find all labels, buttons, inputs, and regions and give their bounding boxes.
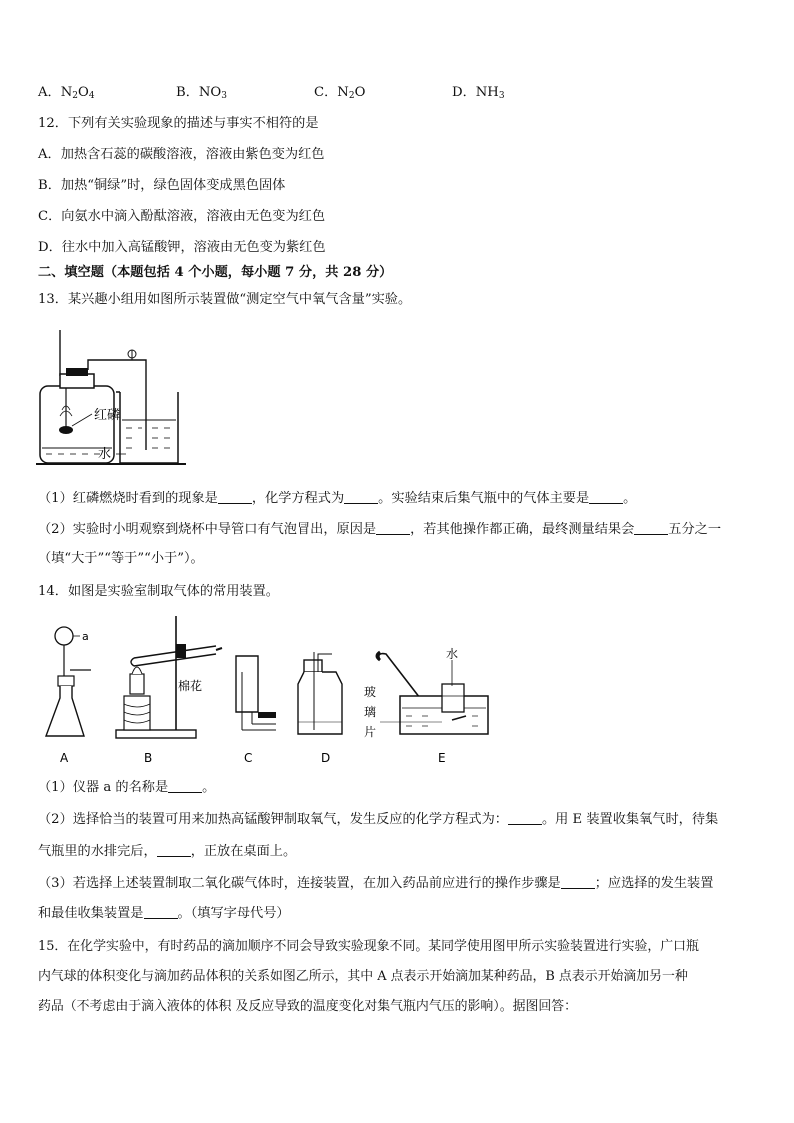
q13-apparatus-figure	[36, 330, 196, 470]
answer-blank[interactable]	[344, 490, 378, 504]
q13-stem: 13．某兴趣小组用如图所示装置做“测定空气中氧气含量”实验。	[38, 292, 412, 307]
q11-option-c: C．$N_2O$	[314, 85, 366, 101]
apparatus-a	[46, 627, 91, 765]
label-A: A	[60, 751, 69, 765]
q12-option-a: A．加热含石蕊的碳酸溶液，溶液由紫色变为红色	[38, 147, 325, 162]
label-glass-1: 玻	[364, 685, 377, 699]
apparatus-b	[116, 616, 222, 765]
answer-blank[interactable]	[168, 779, 202, 793]
q14-apparatus-figure	[36, 612, 506, 770]
q13-part2: （2）实验时小明观察到烧杯中导管口有气泡冒出，原因是 ，若其他操作都正确，最终测量结果会 五分之一	[38, 522, 722, 537]
q13-part1: （1）红磷燃烧时看到的现象是 ，化学方程式为 。实验结束后集气瓶中的气体主要是 。	[38, 491, 637, 506]
label-C: C	[244, 751, 253, 765]
answer-blank[interactable]	[376, 521, 410, 535]
label-glass-2: 璃	[364, 705, 377, 719]
q13-label-water: 水	[98, 447, 112, 462]
q11-option-a: A．$N_2O_4$	[38, 85, 95, 101]
section-title: 二、填空题（本题包括 4 个小题，每小题 7 分，共 28 分）	[38, 265, 393, 280]
label-a: a	[82, 630, 89, 643]
q11-option-b: B．$NO_3$	[176, 85, 227, 101]
q14-part3: （3）若选择上述装置制取二氧化碳气体时，连接装置，在加入药品前应进行的操作步骤是 ；应选择的发生装置	[38, 876, 714, 891]
answer-blank[interactable]	[157, 843, 191, 857]
q14-part1: （1）仪器 a 的名称是 。	[38, 780, 216, 795]
q13-part2-line2: （填“大于”“等于”“小于”）。	[38, 551, 204, 566]
answer-blank[interactable]	[634, 521, 668, 535]
apparatus-d	[298, 652, 342, 765]
q13-label-red-phosphorus: 红磷	[94, 408, 121, 423]
q15-line-2: 内气球的体积变化与滴加药品体积的关系如图乙所示，其中 A 点表示开始滴加某种药品，B 点表示开始滴加另一种	[38, 969, 688, 984]
q14-stem: 14．如图是实验室制取气体的常用装置。	[38, 584, 279, 599]
q11-option-d: D．$NH_3$	[452, 85, 505, 101]
label-e-water: 水	[446, 647, 459, 661]
answer-blank[interactable]	[508, 811, 542, 825]
label-glass-3: 片	[364, 725, 377, 739]
q14-part2: （2）选择恰当的装置可用来加热高锰酸钾制取氧气，发生反应的化学方程式为： 。用 E 装置收集氧气时，待集	[38, 812, 719, 827]
q12-option-c: C．向氨水中滴入酚酞溶液，溶液由无色变为红色	[38, 209, 326, 224]
q12-stem: 12．下列有关实验现象的描述与事实不相符的是	[38, 116, 319, 131]
answer-blank[interactable]	[561, 875, 595, 889]
answer-blank[interactable]	[589, 490, 623, 504]
label-B: B	[144, 751, 153, 765]
answer-blank[interactable]	[144, 905, 178, 919]
label-D: D	[321, 751, 331, 765]
q15-line-3: 药品（不考虑由于滴入液体的体积 及反应导致的温度变化对集气瓶内气压的影响）。据图回答：	[38, 999, 578, 1014]
label-cotton: 棉花	[178, 679, 203, 693]
apparatus-c	[236, 656, 276, 765]
apparatus-e	[364, 646, 488, 765]
answer-blank[interactable]	[218, 490, 252, 504]
q14-part3-line2: 和最佳收集装置是 。（填写字母代号）	[38, 906, 290, 921]
label-E: E	[438, 751, 446, 765]
q15-line-1: 15．在化学实验中，有时药品的滴加顺序不同会导致实验现象不同。某同学使用图甲所示实验装置进行实验，广口瓶	[38, 939, 699, 954]
q12-option-d: D．往水中加入高锰酸钾，溶液由无色变为紫红色	[38, 240, 326, 255]
q12-option-b: B．加热“铜绿”时，绿色固体变成黑色固体	[38, 178, 286, 193]
q14-part2-line2: 气瓶里的水排完后， ，正放在桌面上。	[38, 844, 297, 859]
